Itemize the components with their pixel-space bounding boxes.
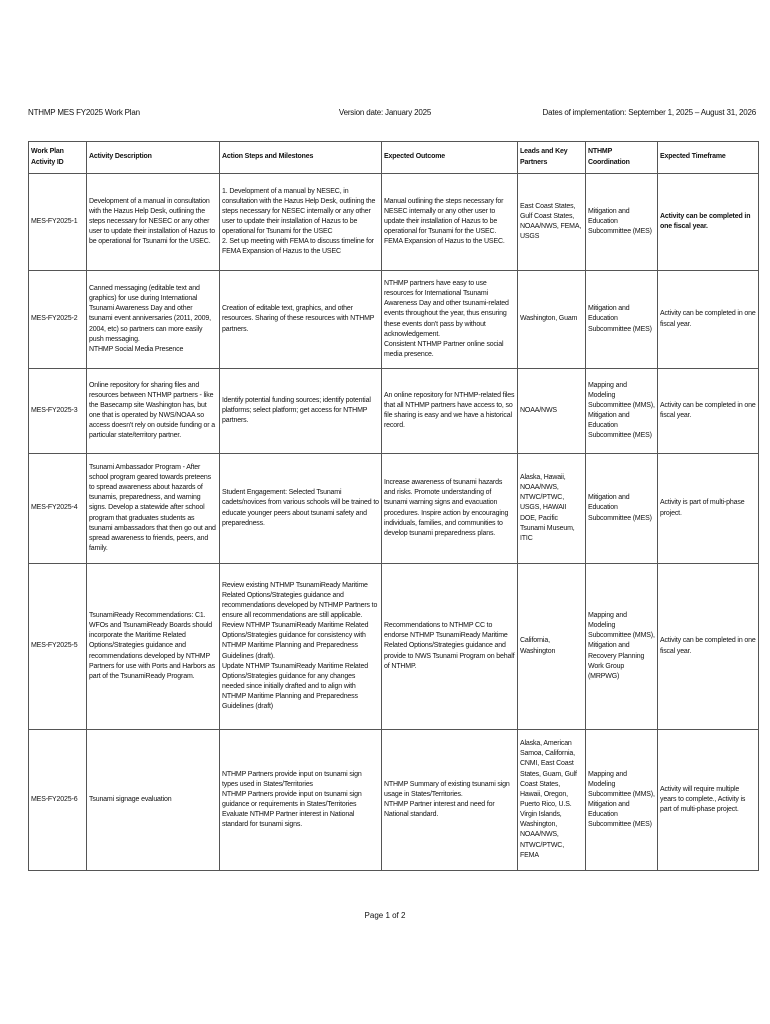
col-header-timeframe: Expected Timeframe xyxy=(658,142,759,174)
version-date: Version date: January 2025 xyxy=(338,108,432,117)
col-header-action-steps: Action Steps and Milestones xyxy=(220,142,382,174)
table-row xyxy=(29,454,759,564)
cell-actions: NTHMP Partners provide input on tsunami sign types used in States/Territories NTHMP Partners provide input on tsunami sign guidance or requirements in States/Territories Evaluate NTHMP Partner interest in National standard for tsunami signs. xyxy=(220,730,382,871)
cell-activity-id: MES-FY2025-5 xyxy=(29,564,87,730)
cell-description: TsunamiReady Recommendations: C1. WFOs and TsunamiReady Boards should incorporate the Maritime Related Options/Strategies guidance and recommendations developed by NTHMP Partners for use with Ports and Harbors as part of the TsunamiReady Program. xyxy=(87,564,220,730)
cell-timeframe: Activity is part of multi-phase project. xyxy=(658,454,759,564)
table-row xyxy=(29,174,759,271)
cell-timeframe: Activity can be completed in one fiscal year. xyxy=(658,369,759,454)
table-header-row xyxy=(29,142,759,174)
cell-leads: NOAA/NWS xyxy=(518,369,586,454)
cell-coordination: Mapping and Modeling Subcommittee (MMS), Mitigation and Education Subcommittee (MES) xyxy=(586,369,658,454)
cell-actions: Identify potential funding sources; identify potential platforms; select platform; get access for NTHMP partners. xyxy=(220,369,382,454)
cell-description: Tsunami signage evaluation xyxy=(87,730,220,871)
cell-leads: Washington, Guam xyxy=(518,271,586,369)
table-row xyxy=(29,271,759,369)
cell-actions: Creation of editable text, graphics, and other resources. Sharing of these resources with NTHMP partners. xyxy=(220,271,382,369)
cell-actions: 1. Development of a manual by NESEC, in consultation with the Hazus Help Desk, outlining the steps necessary for NESEC internally or any other user to update their installation of Hazus to be operational for Tsunami for the USEC 2. Set up meeting with FEMA to discuss timeline for FEMA Expansion of Hazus to the USEC xyxy=(220,174,382,271)
cell-activity-id: MES-FY2025-4 xyxy=(29,454,87,564)
cell-activity-id: MES-FY2025-1 xyxy=(29,174,87,271)
cell-actions: Review existing NTHMP TsunamiReady Maritime Related Options/Strategies guidance and recommendations developed by NTHMP Partners to ensure all recommendations are still applicable. Review NTHMP TsunamiReady Maritime Related Options/Strategies guidance for consistency with NTHMP Maritime Planning and Preparedness Guidelines (draft). Update NTHMP TsunamiReady Maritime Related Options/Strategies guidance for any changes needed since initially drafted and to align with NTHMP Maritime Planning and Preparedness Guidelines (draft) xyxy=(220,564,382,730)
col-header-expected-outcome: Expected Outcome xyxy=(382,142,518,174)
implementation-dates: Dates of implementation: September 1, 2025 – August 31, 2026 xyxy=(542,108,756,117)
cell-timeframe: Activity will require multiple years to complete., Activity is part of multi-phase project. xyxy=(658,730,759,871)
col-header-activity-id: Work Plan Activity ID xyxy=(29,142,87,174)
cell-activity-id: MES-FY2025-6 xyxy=(29,730,87,871)
cell-outcome: Increase awareness of tsunami hazards and risks. Promote understanding of tsunami warning signs and evacuation procedures. Inspire action by encouraging individuals, families, and communities to develop tsunami preparedness plans. xyxy=(382,454,518,564)
cell-coordination: Mitigation and Education Subcommittee (MES) xyxy=(586,454,658,564)
cell-description: Online repository for sharing files and resources between NTHMP partners - like the Basecamp site Washington has, but one that is operated by NWS/NOAA so access doesn't rely on outside funding or a particular state/territory partner. xyxy=(87,369,220,454)
cell-timeframe: Activity can be completed in one fiscal year. xyxy=(658,174,759,271)
cell-coordination: Mapping and Modeling Subcommittee (MMS), Mitigation and Education Subcommittee (MES) xyxy=(586,730,658,871)
cell-activity-id: MES-FY2025-2 xyxy=(29,271,87,369)
col-header-activity-description: Activity Description xyxy=(87,142,220,174)
work-plan-table xyxy=(28,141,759,871)
cell-coordination: Mitigation and Education Subcommittee (MES) xyxy=(586,174,658,271)
cell-description: Canned messaging (editable text and graphics) for use during International Tsunami Awareness Day and other tsunami event anniversaries (2011, 2009, 2004, etc) so partners can more easily push messaging. NTHMP Social Media Presence xyxy=(87,271,220,369)
page-number: Page 1 of 2 xyxy=(364,911,406,920)
doc-title: NTHMP MES FY2025 Work Plan xyxy=(28,108,140,117)
cell-actions: Student Engagement: Selected Tsunami cadets/novices from various schools will be trained to educate younger peers about tsunami safety and preparedness. xyxy=(220,454,382,564)
cell-outcome: Manual outlining the steps necessary for NESEC internally or any other user to update their installation of Hazus to be operational for Tsunami for the USEC. FEMA Expansion of Hazus to the USEC. xyxy=(382,174,518,271)
cell-outcome: NTHMP partners have easy to use resources for International Tsunami Awareness Day and other tsunami-related events throughout the year, thus ensuring these events don't pass by without acknowledgement. Consistent NTHMP Partner online social media presence. xyxy=(382,271,518,369)
col-header-coordination: NTHMP Coordination xyxy=(586,142,658,174)
cell-leads: Alaska, Hawaii, NOAA/NWS, NTWC/PTWC, USGS, HAWAII DOE, Pacific Tsunami Museum, ITIC xyxy=(518,454,586,564)
table-row xyxy=(29,564,759,730)
table-row xyxy=(29,369,759,454)
cell-timeframe: Activity can be completed in one fiscal year. xyxy=(658,271,759,369)
cell-outcome: NTHMP Summary of existing tsunami sign usage in States/Territories. NTHMP Partner interest and need for National standard. xyxy=(382,730,518,871)
cell-description: Development of a manual in consultation with the Hazus Help Desk, outlining the steps necessary for NESEC or any other user to update their installation of Hazus to be operational for Tsunami for the USEC. xyxy=(87,174,220,271)
table-row xyxy=(29,730,759,871)
col-header-leads-partners: Leads and Key Partners xyxy=(518,142,586,174)
cell-coordination: Mapping and Modeling Subcommittee (MMS), Mitigation and Recovery Planning Work Group (MRPWG) xyxy=(586,564,658,730)
cell-coordination: Mitigation and Education Subcommittee (MES) xyxy=(586,271,658,369)
cell-outcome: Recommendations to NTHMP CC to endorse NTHMP TsunamiReady Maritime Related Options/Strategies guidance and provide to NWS Tsunami Program on behalf of NTHMP. xyxy=(382,564,518,730)
cell-timeframe: Activity can be completed in one fiscal year. xyxy=(658,564,759,730)
cell-leads: Alaska, American Samoa, California, CNMI, East Coast States, Guam, Gulf Coast States, Hawaii, Oregon, Puerto Rico, U.S. Virgin Islands, Washington, NOAA/NWS, NTWC/PTWC, FEMA xyxy=(518,730,586,871)
cell-outcome: An online repository for NTHMP-related files that all NTHMP partners have access to, so file sharing is easy and we have a historical record. xyxy=(382,369,518,454)
cell-description: Tsunami Ambassador Program - After school program geared towards preteens to spread awareness about hazards of tsunamis, preparedness, and warning signs. Develop a statewide after school program that graduates students as tsunami ambassadors that then go out and spread awareness to friends, peers, and family. xyxy=(87,454,220,564)
cell-leads: East Coast States, Gulf Coast States, NOAA/NWS, FEMA, USGS xyxy=(518,174,586,271)
cell-activity-id: MES-FY2025-3 xyxy=(29,369,87,454)
cell-leads: California, Washington xyxy=(518,564,586,730)
